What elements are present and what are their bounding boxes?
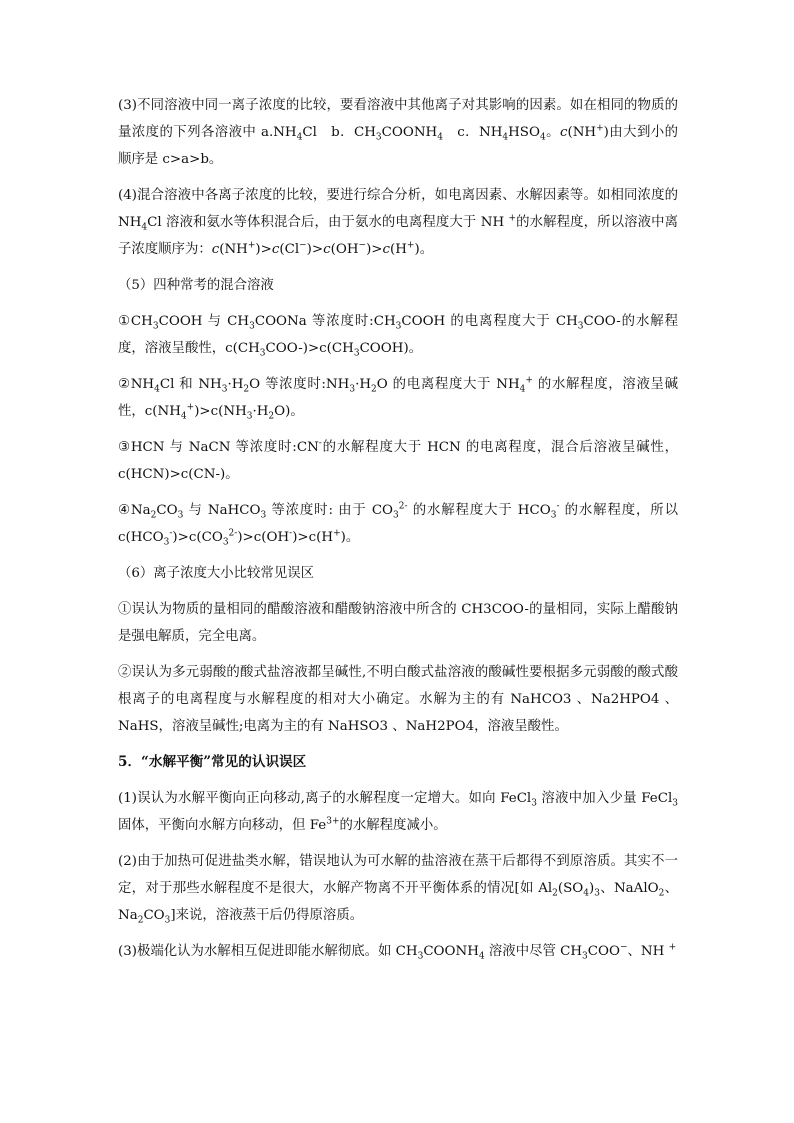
mixture-1: $①CH_3COOH$ 与 $CH_3COONa$ 等浓度时$:CH_3COOH$ 的电离程度大于 $CH_3COO-$的水解程度，溶液呈酸性，$c(CH_3COO-)>c(CH_3COOH)$。: [118, 314, 678, 359]
paragraph-3: (3)不同溶液中同一离子浓度的比较，要看溶液中其他离子对其影响的因素。如在相同的物质的量浓度的下列各溶液中 $a.NH_4Cl$ b．$CH_3COONH_4$ c．$NH_4HSO_4$。c(NH+)由大到小的顺序是 c>a>b。: [118, 98, 678, 167]
hydrolysis-1: (1)误认为水解平衡向正向移动,离子的水解程度一定增大。如向 FeCl$_3$ 溶液中加入少量 FeCl$_3$ 固体，平衡向水解方向移动，但 $Fe^{3+}$的水解程度减小。: [118, 791, 678, 833]
misconception-1: ①误认为物质的量相同的醋酸溶液和醋酸钠溶液中所含的 CH3COO-的量相同，实际上醋酸钠是强电解质，完全电离。: [118, 602, 678, 644]
paragraph-4: (4)混合溶液中各离子浓度的比较，要进行综合分析，如电离因素、水解因素等。如相同浓度的 $NH_4Cl$ 溶液和氨水等体积混合后，由于氨水的电离程度大于 NH +的水解程度，所以溶液中离子浓度顺序为：c(NH+)>c(Cl−)>c(OH−)>c(H+)。: [118, 188, 678, 257]
hydrolysis-2: (2)由于加热可促进盐类水解，错误地认为可水解的盐溶液在蒸干后都得不到原溶质。其实不一定，对于那些水解程度不是很大，水解产物离不开平衡体系的情况[如 $Al_2(SO_4)_3$、NaAlO$_2$、$Na_2CO_3$]来说，溶液蒸干后仍得原溶质。: [118, 854, 679, 926]
mixture-4: $④Na_2CO_3$ 与 NaHCO$_3$ 等浓度时: 由于 $CO_3^{2-}$ 的水解程度大于 $HCO_3^-$ 的水解程度，所以 $c(HCO_3^-)>c(CO_3^{2-})>c(OH^-)>c(H^+)$。: [118, 501, 678, 548]
mixture-3: ③HCN 与 NaCN 等浓度时:CN-的水解程度大于 HCN 的电离程度，混合后溶液呈碱性，c(HCN)>c(CN-)。: [118, 438, 678, 482]
subheading-6: （6）离子浓度大小比较常见误区: [118, 566, 314, 581]
section-heading-5: 5．“水解平衡”常见的认识误区: [118, 754, 307, 770]
subheading-5: （5）四种常考的混合溶液: [118, 278, 274, 293]
document-body: [118, 92, 678, 974]
mixture-2: $②NH_4Cl$ 和 $NH_3\cdot H_2O$ 等浓度时$:NH_3\cdot H_2O$ 的电离程度大于 $NH_4^+$ 的水解程度，溶液呈碱性，$c(NH_4^+)>c(NH_3\cdot H_2O)$。: [118, 375, 679, 422]
misconception-2: ②误认为多元弱酸的酸式盐溶液都呈碱性,不明白酸式盐溶液的酸碱性要根据多元弱酸的酸式酸根离子的电离程度与水解程度的相对大小确定。水解为主的有 NaHCO3 、Na2HPO4 、NaHS，溶液呈碱性;电离为主的有 NaHSO3 、NaH2PO4，溶液呈酸性。: [118, 665, 678, 734]
hydrolysis-3: (3)极端化认为水解相互促进即能水解彻底。如 $CH_3COONH_4$ 溶液中尽管 $CH_3COO^-$、NH +: [118, 942, 677, 962]
